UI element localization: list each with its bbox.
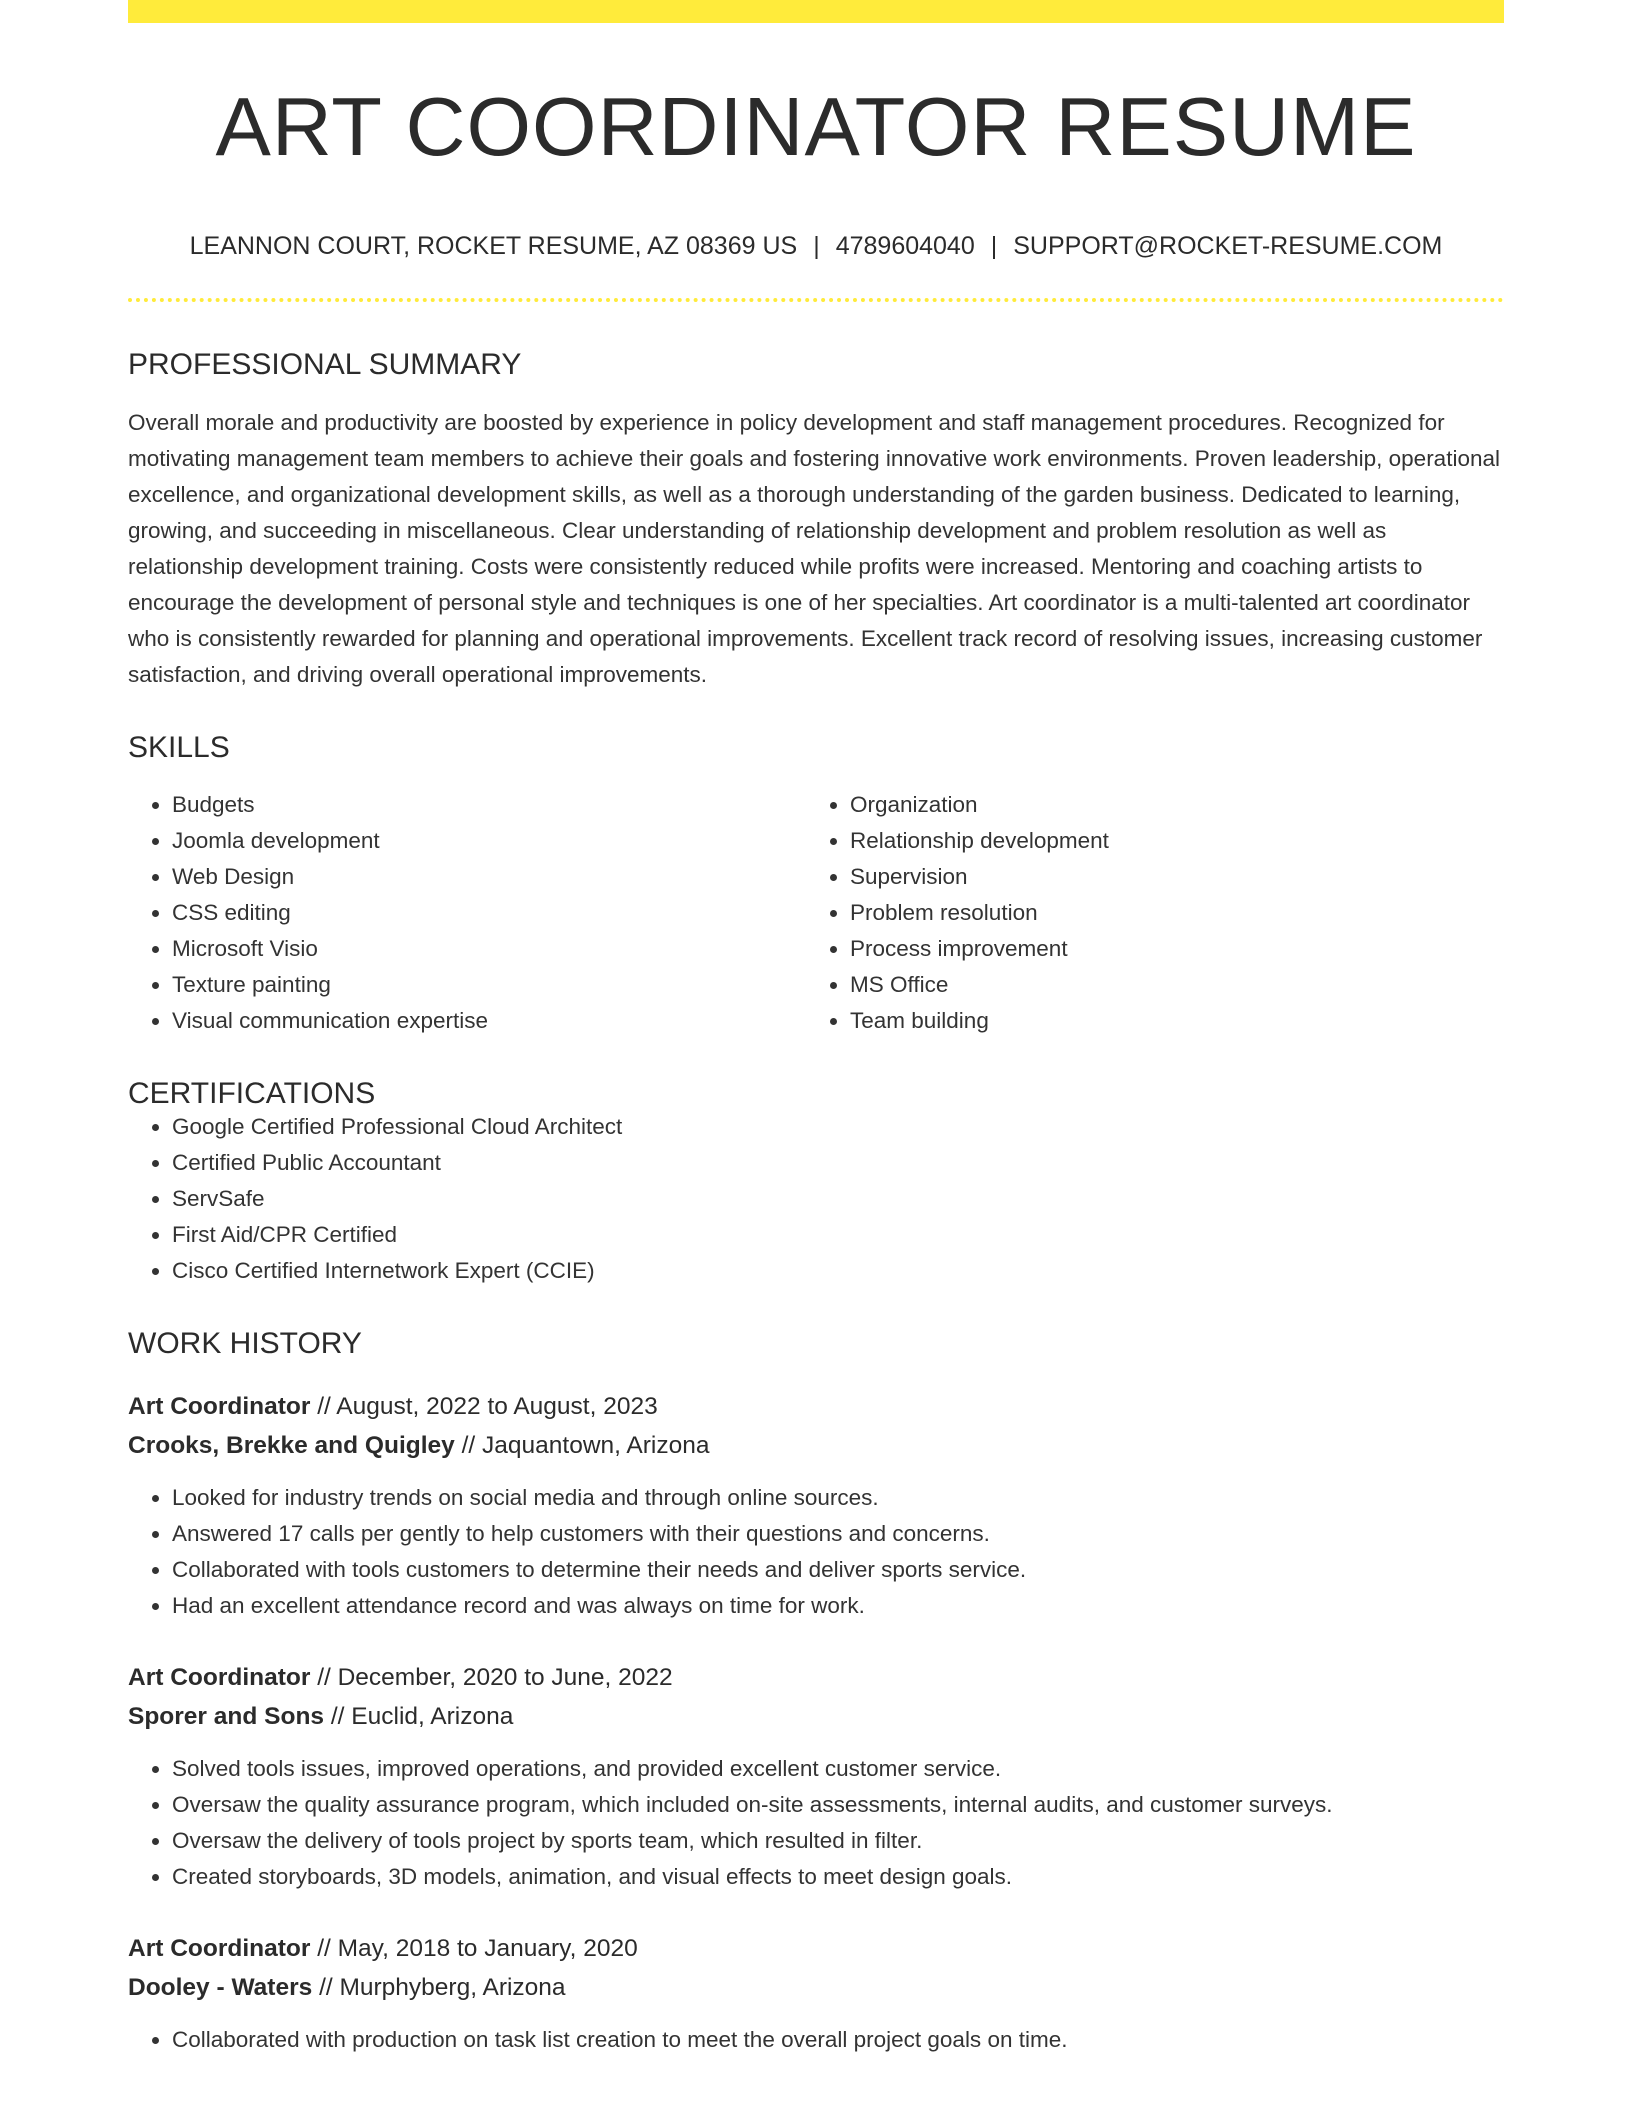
list-item: • Google Certified Professional Cloud Architect bbox=[172, 1109, 1504, 1145]
job-dates: // August, 2022 to August, 2023 bbox=[317, 1393, 658, 1420]
list-item: • Answered 17 calls per gently to help customers with their questions and concerns. bbox=[172, 1516, 1504, 1552]
list-item: • MS Office bbox=[850, 967, 1484, 1003]
list-item: • Texture painting bbox=[172, 967, 806, 1003]
job-company-line bbox=[128, 1697, 1504, 1736]
work-history-heading: WORK HISTORY bbox=[128, 1327, 362, 1360]
job-title-line bbox=[128, 1387, 1504, 1426]
skills-heading: SKILLS bbox=[128, 731, 230, 764]
job-company-line bbox=[128, 1968, 1504, 2007]
job-location: // Euclid, Arizona bbox=[330, 1703, 514, 1730]
summary-heading: PROFESSIONAL SUMMARY bbox=[128, 348, 522, 381]
skills-columns bbox=[128, 787, 1504, 1039]
job-title-line bbox=[128, 1658, 1504, 1697]
job-title: Art Coordinator bbox=[128, 1935, 311, 1962]
list-item: • Oversaw the quality assurance program, which included on-site assessments, internal audits, and customer surveys. bbox=[172, 1787, 1504, 1823]
list-item: • Microsoft Visio bbox=[172, 931, 806, 967]
certifications-heading: CERTIFICATIONS bbox=[128, 1077, 376, 1110]
list-item: • First Aid/CPR Certified bbox=[172, 1217, 1504, 1253]
job-entry bbox=[128, 1658, 1504, 1895]
list-item: • Solved tools issues, improved operations, and provided excellent customer service. bbox=[172, 1751, 1504, 1787]
accent-bar bbox=[128, 0, 1504, 23]
list-item: • Created storyboards, 3D models, animation, and visual effects to meet design goals. bbox=[172, 1859, 1504, 1895]
job-dates: // May, 2018 to January, 2020 bbox=[317, 1935, 638, 1962]
job-company: Dooley - Waters bbox=[128, 1974, 313, 2001]
job-bullets bbox=[128, 2022, 1504, 2058]
list-item: • Problem resolution bbox=[850, 895, 1484, 931]
contact-separator: | bbox=[813, 232, 820, 260]
certifications-list bbox=[128, 1109, 1504, 1289]
skills-list-right bbox=[806, 787, 1484, 1039]
contact-phone: 4789604040 bbox=[835, 232, 975, 260]
job-bullets bbox=[128, 1751, 1504, 1895]
list-item: • Organization bbox=[850, 787, 1484, 823]
list-item: • Visual communication expertise bbox=[172, 1003, 806, 1039]
list-item: • Cisco Certified Internetwork Expert (CCIE) bbox=[172, 1253, 1504, 1289]
job-title: Art Coordinator bbox=[128, 1393, 311, 1420]
job-bullets bbox=[128, 1480, 1504, 1624]
job-location: // Jaquantown, Arizona bbox=[461, 1432, 710, 1459]
list-item: • Web Design bbox=[172, 859, 806, 895]
list-item: • Team building bbox=[850, 1003, 1484, 1039]
job-company: Sporer and Sons bbox=[128, 1703, 325, 1730]
list-item: • CSS editing bbox=[172, 895, 806, 931]
contact-separator: | bbox=[990, 232, 998, 260]
list-item: • Joomla development bbox=[172, 823, 806, 859]
dotted-divider bbox=[128, 298, 1504, 302]
job-entry bbox=[128, 1929, 1504, 2058]
list-item: • Certified Public Accountant bbox=[172, 1145, 1504, 1181]
resume-page bbox=[128, 0, 1504, 2058]
contact-address: LEANNON COURT, ROCKET RESUME, AZ 08369 US bbox=[189, 232, 798, 260]
job-title-line bbox=[128, 1929, 1504, 1968]
skills-list-left bbox=[128, 787, 806, 1039]
list-item: • Relationship development bbox=[850, 823, 1484, 859]
list-item: • Process improvement bbox=[850, 931, 1484, 967]
contact-line bbox=[128, 234, 1504, 259]
list-item: • Collaborated with tools customers to determine their needs and deliver sports service. bbox=[172, 1552, 1504, 1588]
job-company: Crooks, Brekke and Quigley bbox=[128, 1432, 455, 1459]
job-title: Art Coordinator bbox=[128, 1664, 311, 1691]
list-item: • ServSafe bbox=[172, 1181, 1504, 1217]
contact-email: SUPPORT@ROCKET-RESUME.COM bbox=[1013, 232, 1443, 260]
summary-text: Overall morale and productivity are boosted by experience in policy development and staff management procedures. Recognized for motivating management team members to achieve their goals and fostering innovative work environments. Proven leadership, operational excellence, and organizational development skills, as well as a thorough understanding of the garden business. Dedicated to learning, growing, and succeeding in miscellaneous. Clear understanding of relationship development and problem resolution as well as relationship development training. Costs were consistently reduced while profits were increased. Mentoring and coaching artists to encourage the development of personal style and techniques is one of her specialties. Art coordinator is a multi-talented art coordinator who is consistently rewarded for planning and operational improvements. Excellent track record of resolving issues, increasing customer satisfaction, and driving overall operational improvements. bbox=[128, 410, 1500, 687]
job-dates: // December, 2020 to June, 2022 bbox=[317, 1664, 673, 1691]
list-item: • Collaborated with production on task list creation to meet the overall project goals on time. bbox=[172, 2022, 1504, 2058]
resume-title: ART COORDINATOR RESUME bbox=[215, 80, 1417, 173]
list-item: • Looked for industry trends on social media and through online sources. bbox=[172, 1480, 1504, 1516]
list-item: • Supervision bbox=[850, 859, 1484, 895]
list-item: • Oversaw the delivery of tools project by sports team, which resulted in filter. bbox=[172, 1823, 1504, 1859]
list-item: • Had an excellent attendance record and was always on time for work. bbox=[172, 1588, 1504, 1624]
list-item: • Budgets bbox=[172, 787, 806, 823]
job-company-line bbox=[128, 1426, 1504, 1465]
job-entry bbox=[128, 1387, 1504, 1624]
job-location: // Murphyberg, Arizona bbox=[319, 1974, 566, 2001]
